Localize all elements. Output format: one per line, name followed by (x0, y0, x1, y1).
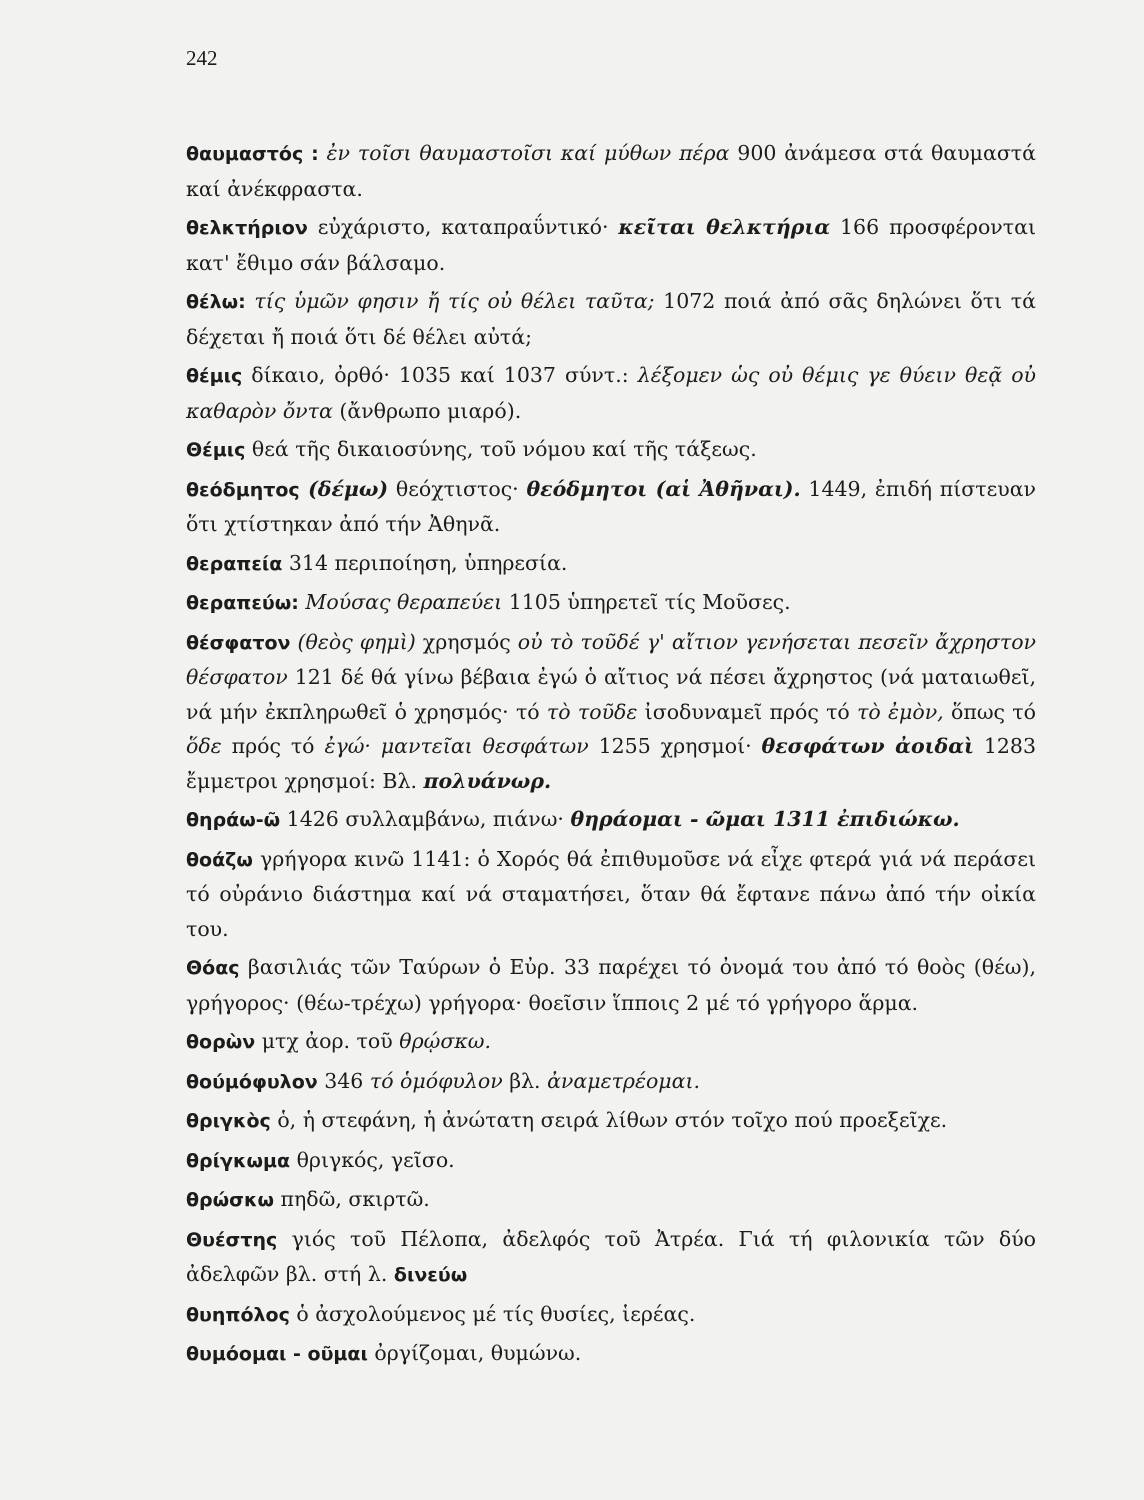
entry-headword: θελκτήριον (186, 217, 308, 239)
greek-quote: θεσφάτων ἀοιδαὶ (761, 734, 974, 758)
entry-text: 1449, ἐπιδή πίστευαν ὅτι χτίστηκαν ἀπό τήν Ἀθηνᾶ. (186, 476, 1036, 536)
dictionary-entry (186, 472, 1036, 542)
entry-headword: θοάζω (186, 848, 253, 871)
entry-headword: θηράω-ῶ (186, 809, 281, 831)
entry-headword: θυηπόλος (186, 1303, 290, 1326)
entry-text: πηδῶ, σκιρτῶ. (273, 1187, 430, 1211)
dictionary-entry (186, 358, 1036, 428)
entry-headword: θεραπεύω: (186, 592, 299, 614)
entry-headword: θούμόφυλον (186, 1070, 318, 1093)
greek-quote: (θεὸς φημὶ) (290, 629, 416, 654)
greek-quote: τὸ τοῦδε (546, 699, 638, 724)
entry-headword: θρώσκω (186, 1189, 274, 1211)
entry-text: γρήγορα κινῶ 1141: ὁ Χορός θά ἐπιθυμοῦσε νά εἶχε φτερά γιά νά περάσει τό οὐράνιο διάστημα καί νά σταματήσει, ὅταν θά ἔφτανε πάνω ἀπό τήν οἰκία του. (186, 846, 1036, 941)
entry-text: ὁ ἀσχολούμενος μέ τίς θυσίες, ἱερέας. (289, 1301, 696, 1326)
entry-text: 1283 ἔμμετροι χρησμοί: Βλ. (186, 734, 1036, 793)
dictionary-entry (186, 950, 1036, 1020)
dictionary-entry (186, 585, 1036, 621)
entry-text: 1072 ποιά ἀπό σᾶς δηλώνει ὅτι τά δέχεται ἤ ποιά ὅτι δέ θέλει αὐτά; (186, 289, 1036, 349)
greek-quote: ὅδε (186, 734, 222, 758)
greek-quote: τίς ὑμῶν φησιν ἤ τίς οὐ θέλει ταῦτα; (245, 289, 655, 313)
dictionary-entry (186, 432, 1036, 468)
entry-text: εὐχάριστο, καταπραΰντικό· (307, 215, 619, 239)
entry-text: 1255 χρησμοί· (588, 734, 762, 758)
dictionary-entry (186, 546, 1036, 582)
entry-headword: θριγκὸς (186, 1110, 271, 1132)
dictionary-entry (186, 1143, 1036, 1179)
entry-text: πρός τό (221, 734, 325, 758)
entry-text: 1105 ὑπηρετεῖ τίς Μοῦσες. (502, 590, 791, 614)
entry-headword: Θέμις (186, 439, 246, 461)
dictionary-entry (186, 1103, 1036, 1139)
greek-quote: Μούσας θεραπεύει (298, 590, 503, 614)
entry-text: δίκαιο, ὀρθό· 1035 καί 1037 σύντ.: (242, 363, 638, 387)
entry-headword: θυμόομαι - οῦμαι (186, 1343, 368, 1365)
greek-quote: κεῖται θελκτήρια (618, 215, 831, 239)
entry-text: ὁ, ἡ στεφάνη, ἡ ἀνώτατη σειρά λίθων στόν τοῖχο πού προεξεῖχε. (270, 1108, 948, 1132)
dictionary-entry (186, 1297, 1036, 1333)
greek-quote: ἐγώ· μαντεῖαι θεσφάτων (324, 734, 589, 758)
greek-quote: (δέμω) (299, 476, 389, 501)
greek-quote: ἀναμετρέομαι. (547, 1068, 701, 1093)
entry-text: 1426 συλλαμβάνω, πιάνω· (280, 807, 571, 831)
dictionary-entry (186, 1182, 1036, 1218)
entry-text: βλ. (502, 1068, 548, 1093)
dictionary-entry (186, 1064, 1036, 1100)
greek-quote: λέξομεν ὡς οὐ θέμις γε θύειν θεᾷ οὐ καθαρὸν ὄντα (186, 363, 1036, 423)
entry-headword: θαυμαστός : (186, 143, 319, 165)
greek-quote: πολυάνωρ. (423, 768, 552, 793)
entry-headword: θορὼν (186, 1031, 256, 1053)
greek-quote: θεόδμητοι (αἱ Ἀθῆναι). (526, 476, 801, 501)
dictionary-entry (186, 284, 1036, 354)
entry-text: 166 προσφέρονται κατ' ἔθιμο σάν βάλσαμο. (186, 215, 1036, 275)
entry-headword: θέλω: (186, 291, 246, 313)
greek-quote: τό ὁμόφυλον (369, 1068, 503, 1093)
entry-text: θεόχτιστος· (388, 476, 527, 501)
entry-text: (ἄνθρωπο μιαρό). (332, 398, 522, 423)
entry-headword: θέσφατον (186, 631, 291, 654)
greek-quote: ἐν τοῖσι θαυμαστοῖσι καί μύθων πέρα (318, 141, 730, 165)
entry-text: 121 δέ θά γίνω βέβαια ἐγώ ὁ αἴτιος νά πέσει ἄχρηστος (νά ματαιωθεῖ, νά μήν ἐκπληρωθεῖ ὁ χρησμός· τό (186, 665, 1036, 724)
cross-reference: δινεύω (393, 1264, 468, 1286)
entry-text: χρησμός (415, 629, 518, 654)
entry-text: ὅπως τό (943, 699, 1036, 724)
entry-headword: Θυέστης (186, 1228, 278, 1251)
dictionary-entry (186, 625, 1036, 799)
entry-text: μτχ ἀορ. τοῦ (255, 1029, 400, 1053)
greek-quote: οὐ τὸ τοῦδέ γ' αἴτιον γενήσεται πεσεῖν ἄχρηστον θέσφατον (186, 629, 1036, 689)
dictionary-entry (186, 136, 1036, 206)
entry-headword: θεραπεία (186, 552, 283, 575)
dictionary-entry (186, 802, 1036, 838)
entry-headword: θέμις (186, 365, 243, 387)
entry-headword: Θόας (186, 957, 240, 979)
dictionary-entry (186, 1336, 1036, 1372)
dictionary-entries (186, 136, 1036, 1376)
entry-text: 314 περιποίηση, ὑπηρεσία. (282, 550, 568, 575)
greek-quote: θηράομαι - ῶμαι 1311 ἐπιδιώκω. (570, 807, 960, 831)
entry-text: 346 (317, 1068, 370, 1093)
entry-headword: θεόδμητος (186, 478, 300, 501)
entry-text: βασιλιάς τῶν Ταύρων ὁ Εὐρ. 33 παρέχει τό ὀνομά του ἀπό τό θοὸς (θέω), γρήγορος· (θέω-τρέχω) γρήγορα· θοεῖσιν ἵπποις 2 μέ τό γρήγορο ἅρμα. (186, 955, 1036, 1015)
page-number: 242 (186, 46, 218, 70)
entry-text: θεά τῆς δικαιοσύνης, τοῦ νόμου καί τῆς τάξεως. (245, 437, 757, 461)
dictionary-entry (186, 1024, 1036, 1060)
entry-text: 900 ἀνάμεσα στά θαυμαστά καί ἀνέκφραστα. (186, 141, 1036, 201)
entry-text: θριγκός, γεῖσο. (290, 1147, 455, 1172)
entry-headword: θρίγκωμα (186, 1149, 291, 1172)
greek-quote: θρῴσκω. (399, 1029, 492, 1053)
greek-quote: τὸ ἐμὸν, (857, 699, 944, 724)
entry-text: γιός τοῦ Πέλοπα, ἀδελφός τοῦ Ἀτρέα. Γιά τή φιλονικία τῶν δύο ἀδελφῶν βλ. στή λ. (186, 1226, 1036, 1286)
dictionary-entry (186, 210, 1036, 280)
entry-text: ὀργίζομαι, θυμώνω. (367, 1341, 582, 1365)
dictionary-entry (186, 842, 1036, 947)
dictionary-entry (186, 1222, 1036, 1293)
entry-text: ἰσοδυναμεῖ πρός τό (637, 699, 858, 724)
